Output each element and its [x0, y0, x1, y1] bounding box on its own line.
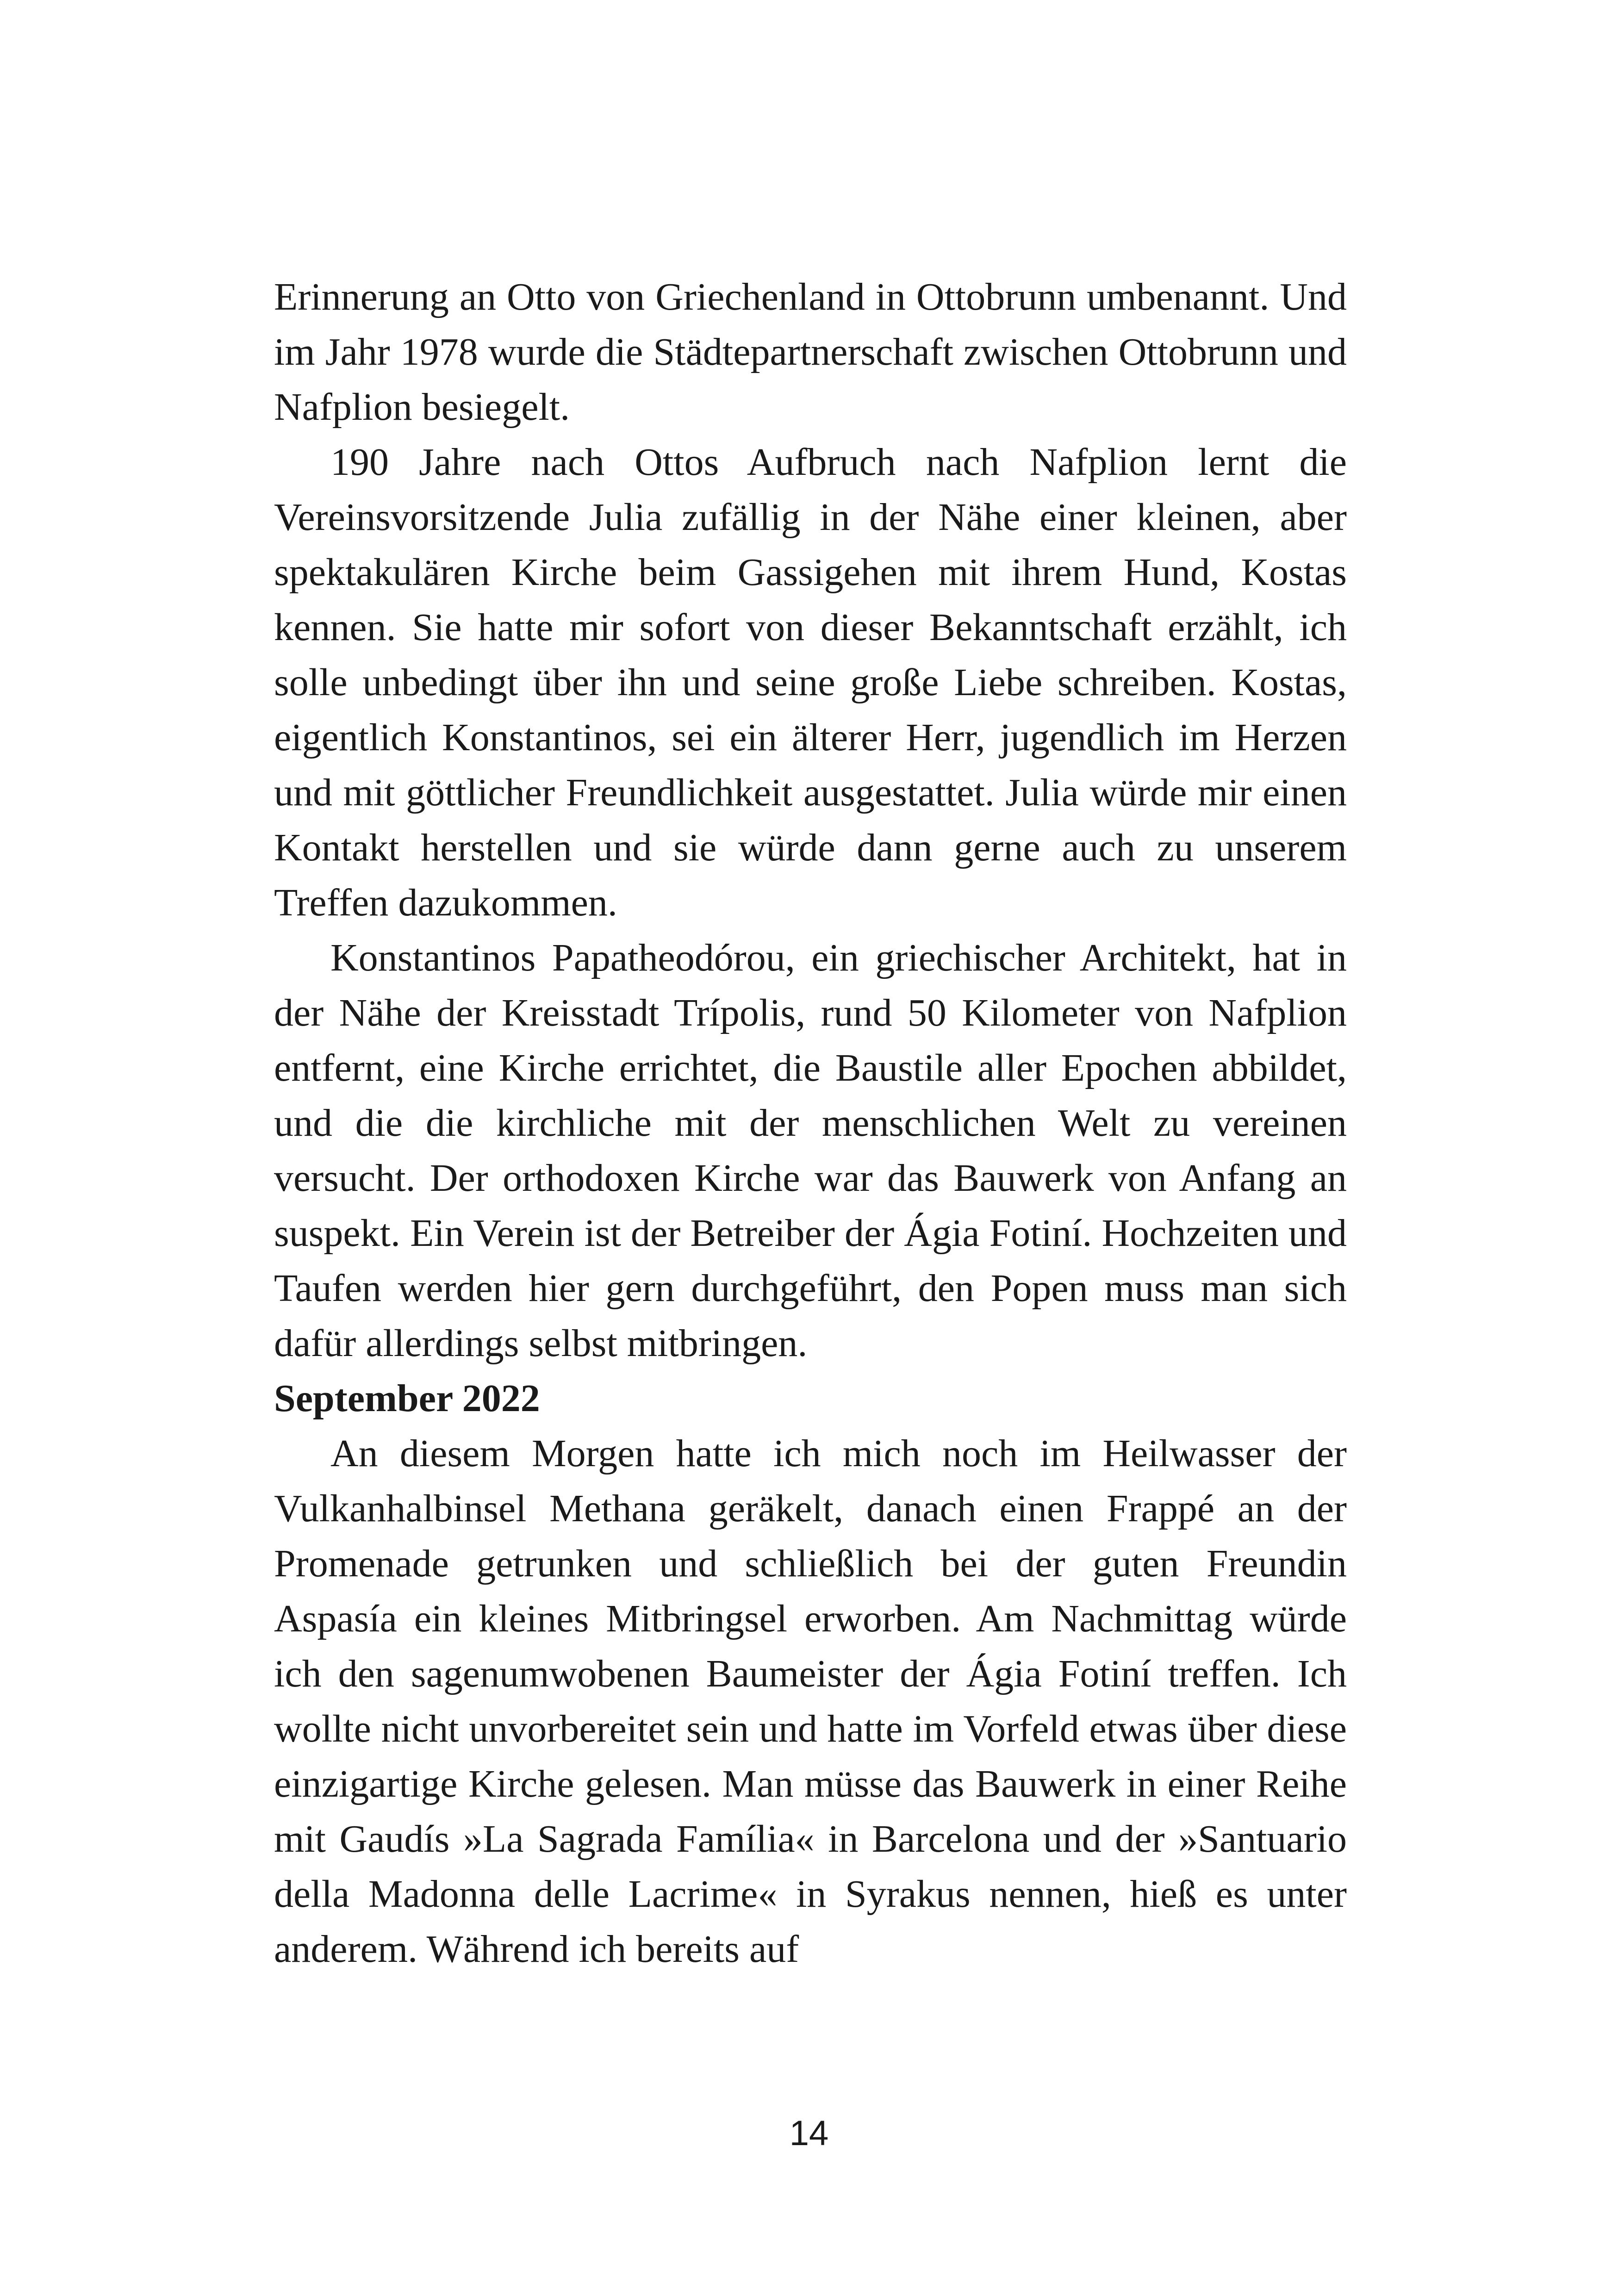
paragraph-agia-fotini: Konstantinos Papatheodórou, ein griechischer Architekt, hat in der Nähe der Kreisstadt Trípolis, rund 50 Kilometer von Nafplion entfernt, eine Kirche errichtet, die Baustile aller Epochen abbildet, und die die kirchliche mit der menschlichen Welt zu vereinen versucht. Der orthodoxen Kirche war das Bauwerk von Anfang an suspekt. Ein Verein ist der Betreiber der Ágia Fotiní. Hochzeiten und Taufen werden hier gern durchgeführt, den Popen muss man sich dafür allerdings selbst mitbringen.	[274, 936, 1347, 1365]
paragraph-september: An diesem Morgen hatte ich mich noch im Heilwasser der Vulkanhalbinsel Methana geräkelt, danach einen Frappé an der Promenade getrunken und schließlich bei der guten Freundin Aspasía ein kleines Mitbringsel erworben. Am Nachmittag würde ich den sagenumwobenen Baumeister der Ágia Fotiní treffen. Ich wollte nicht unvorbereitet sein und hatte im Vorfeld etwas über diese einzigartige Kirche gelesen. Man müsse das Bauwerk in einer Reihe mit Gaudís »La Sagrada Família« in Barcelona und der »Santuario della Madonna delle Lacrime« in Syrakus nennen, hieß es unter anderem. Während ich bereits auf	[274, 1432, 1347, 1971]
section-heading: September 2022	[274, 1377, 540, 1420]
body-text	[274, 269, 1347, 1977]
paragraph-julia-kostas: 190 Jahre nach Ottos Aufbruch nach Nafplion lernt die Vereinsvorsitzende Julia zufällig in der Nähe einer kleinen, aber spektakulären Kirche beim Gassigehen mit ihrem Hund, Kostas kennen. Sie hatte mir sofort von dieser Bekanntschaft erzählt, ich solle unbedingt über ihn und seine große Liebe schreiben. Kostas, eigentlich Konstantinos, sei ein älterer Herr, jugendlich im Herzen und mit göttlicher Freundlichkeit ausgestattet. Julia würde mir einen Kontakt herstellen und sie würde dann gerne auch zu unserem Treffen dazukommen.	[274, 441, 1347, 924]
page-number: 14	[789, 2114, 829, 2153]
paragraph-ottobrunn: Erinnerung an Otto von Griechenland in Ottobrunn umbenannt. Und im Jahr 1978 wurde die Städtepartnerschaft zwischen Ottobrunn und Nafplion besiegelt.	[274, 275, 1347, 429]
